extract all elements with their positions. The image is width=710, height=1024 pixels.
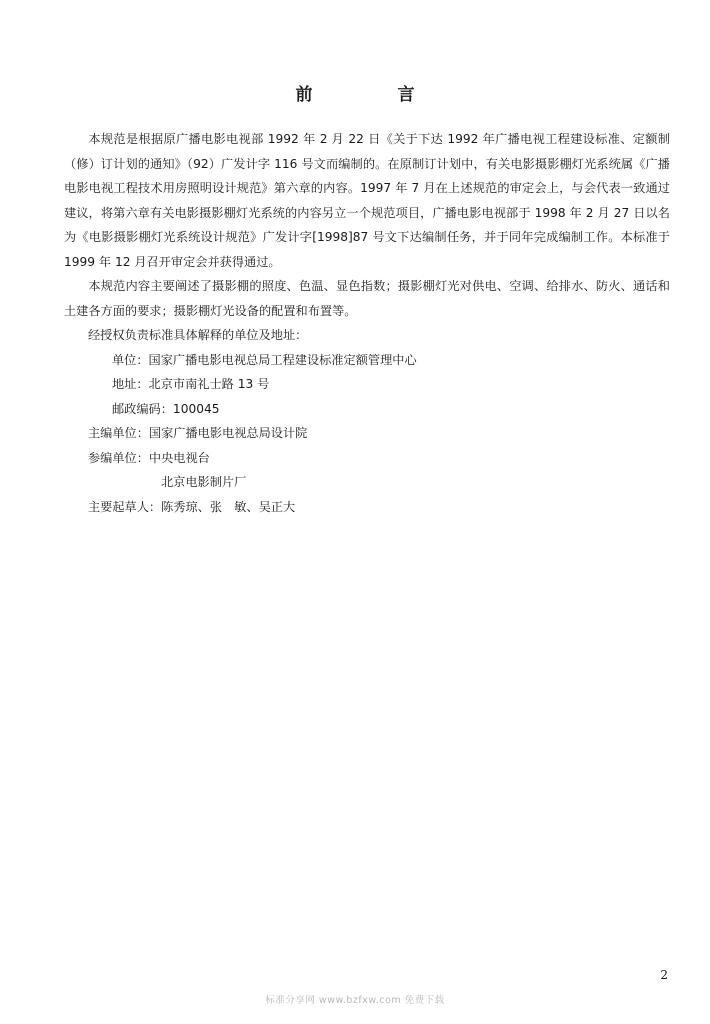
participating-unit-2: 北京电影制片厂 [161,475,247,489]
chief-editor-unit: 主编单位：国家广播电影电视总局设计院 [88,426,308,440]
watermark: 标准分享网 www.bzfxw.com 免费下载 [265,995,445,1006]
page-number: 2 [660,968,668,982]
interpretation-intro: 经授权负责标准具体解释的单位及地址： [88,328,308,342]
body-text [64,127,670,519]
postcode: 邮政编码：100045 [112,401,220,416]
participating-unit: 参编单位：中央电视台 [88,450,210,465]
main-drafters: 主要起草人：陈秀琼、张 敏、吴正大 [88,499,296,514]
paragraph-1: 本规范是根据原广播电影电视部 1992 年 2 月 22 日《关于下达 1992 年广播电视工程建设标准、定额制（修）订计划的通知》（92）广发计字 116 号文而编制的。在原制订计划中，有关电影摄影棚灯光系统属《广播电影电视工程技术用房照明设计规范》第六章的内容。1997 年 7 月在上述规范的审定会上，与会代表一致通过建议，将第六章有关电影摄影棚灯光系统的内容另立一个规范项目，广播电影电视部于 1998 年 2 月 27 日以名为《电影摄影棚灯光系统设计规范》广发计字[1998]87 号文下达编制任务，并于同年完成编制工作。本标准于 1999 年 12 月召开审定会并获得通过。 [64,132,670,269]
responsible-unit: 单位：国家广播电影电视总局工程建设标准定额管理中心 [112,352,417,367]
paragraph-2: 本规范内容主要阐述了摄影棚的照度、色温、显色指数；摄影棚灯光对供电、空调、给排水、防火、通话和土建各方面的要求；摄影棚灯光设备的配置和布置等。 [64,279,670,318]
page-title: 前 言 [295,85,449,105]
address: 地址：北京市南礼士路 13 号 [112,377,270,391]
